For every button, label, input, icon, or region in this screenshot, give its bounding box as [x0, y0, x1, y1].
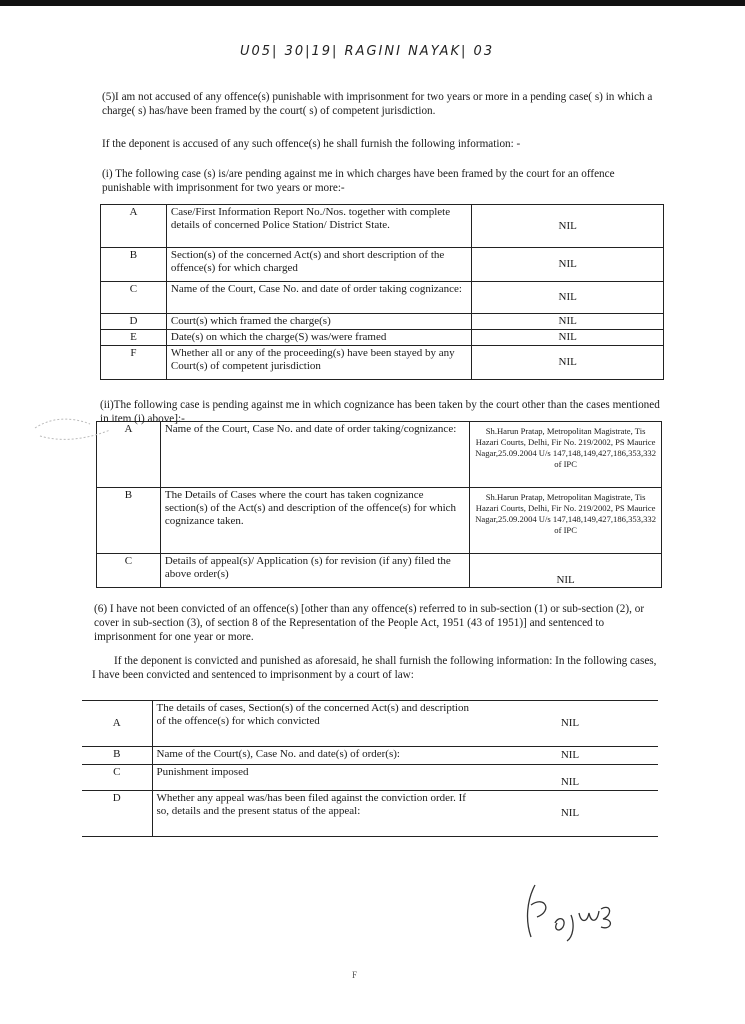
table-row	[82, 701, 658, 747]
row-value: Sh.Harun Pratap, Metropolitan Magistrate, Tis Hazari Courts, Delhi, Fir No. 219/2002, PS Maurice Nagar,25.09.2004 U/s 147,148,149,427,186,353,332 of IPC	[470, 488, 662, 554]
handwritten-header-note: U05| 30|19| RAGINI NAYAK| 03	[240, 44, 495, 59]
row-label: Punishment imposed	[152, 765, 482, 791]
row-key: A	[97, 422, 161, 488]
row-value: NIL	[472, 248, 664, 282]
table-row	[101, 282, 664, 314]
row-label: Name of the Court(s), Case No. and date(s) of order(s):	[152, 747, 482, 765]
table-charges-framed	[100, 204, 664, 380]
row-key: B	[82, 747, 152, 765]
row-value: NIL	[472, 314, 664, 330]
para-6: (6) I have not been convicted of an offence(s) [other than any offence(s) referred to in sub-section (1) or sub-section (2), or cover in sub-section (3), of section 8 of the Representation of the People Act, 1951 (43 of 1951)] and sentenced to imprisonment for one year or more.	[94, 603, 645, 643]
table-row	[101, 205, 664, 248]
row-label: Case/First Information Report No./Nos. together with complete details of concerned Police Station/ District State.	[166, 205, 471, 248]
table-row	[97, 488, 662, 554]
row-value: NIL	[472, 346, 664, 380]
row-value: NIL	[482, 791, 658, 837]
row-label: Details of appeal(s)/ Application (s) for revision (if any) filed the above order(s)	[160, 554, 469, 588]
row-label: Whether any appeal was/has been filed against the conviction order. If so, details and the present status of the appeal:	[152, 791, 482, 837]
table-row	[101, 346, 664, 380]
row-label: The details of cases, Section(s) of the concerned Act(s) and description of the offence(s) for which convicted	[152, 701, 482, 747]
para-accused-info: If the deponent is accused of any such offence(s) he shall furnish the following information: -	[102, 138, 521, 150]
table-row	[82, 791, 658, 837]
row-value: NIL	[472, 330, 664, 346]
signature-scribble	[515, 875, 625, 955]
row-label: Date(s) on which the charge(S) was/were framed	[166, 330, 471, 346]
row-key: A	[82, 701, 152, 747]
table-row	[82, 765, 658, 791]
table-cognizance-taken	[96, 421, 662, 588]
row-value: NIL	[482, 765, 658, 791]
row-value: NIL	[482, 747, 658, 765]
row-key: A	[101, 205, 167, 248]
table-row	[101, 330, 664, 346]
table-row	[97, 554, 662, 588]
para-convicted-info: If the deponent is convicted and punished as aforesaid, he shall furnish the following information: In the following cases, I have been convicted and sentenced to imprisonment by a court of law:	[92, 655, 657, 681]
row-key: D	[101, 314, 167, 330]
row-label: Whether all or any of the proceeding(s) have been stayed by any Court(s) of competent jurisdiction	[166, 346, 471, 380]
row-value: NIL	[482, 701, 658, 747]
row-key: C	[97, 554, 161, 588]
row-label: Name of the Court, Case No. and date of order taking/cognizance:	[160, 422, 469, 488]
table-row	[82, 747, 658, 765]
table-row	[101, 314, 664, 330]
row-value: NIL	[470, 554, 662, 588]
row-value: NIL	[472, 282, 664, 314]
footer-mark: F	[352, 970, 358, 980]
para-i: (i) The following case (s) is/are pending against me in which charges have been framed by the court for an offence punishable with imprisonment for two years or more:-	[102, 168, 615, 194]
row-key: C	[82, 765, 152, 791]
row-value: Sh.Harun Pratap, Metropolitan Magistrate, Tis Hazari Courts, Delhi, Fir No. 219/2002, PS Maurice Nagar,25.09.2004 U/s 147,148,149,427,186,353,332 of IPC	[470, 422, 662, 488]
row-key: F	[101, 346, 167, 380]
scan-top-edge	[0, 0, 745, 6]
row-key: E	[101, 330, 167, 346]
faded-stamp-mark	[30, 408, 120, 448]
para-5: (5)I am not accused of any offence(s) punishable with imprisonment for two years or more in a pending case( s) in which a charge( s) has/have been framed by the court( s) of competent jurisdiction.	[102, 91, 653, 117]
row-key: B	[101, 248, 167, 282]
row-label: The Details of Cases where the court has taken cognizance section(s) of the Act(s) and description of the offence(s) for which cognizance taken.	[160, 488, 469, 554]
row-key: C	[101, 282, 167, 314]
row-value: NIL	[472, 205, 664, 248]
row-label: Court(s) which framed the charge(s)	[166, 314, 471, 330]
row-label: Name of the Court, Case No. and date of order taking cognizance:	[166, 282, 471, 314]
row-label: Section(s) of the concerned Act(s) and short description of the offence(s) for which charged	[166, 248, 471, 282]
table-row	[97, 422, 662, 488]
row-key: D	[82, 791, 152, 837]
table-row	[101, 248, 664, 282]
row-key: B	[97, 488, 161, 554]
table-convictions	[82, 700, 658, 837]
para-ii: (ii)The following case is pending against me in which cognizance has been taken by the court other than the cases mentioned in item (i) above]:-	[100, 399, 660, 425]
